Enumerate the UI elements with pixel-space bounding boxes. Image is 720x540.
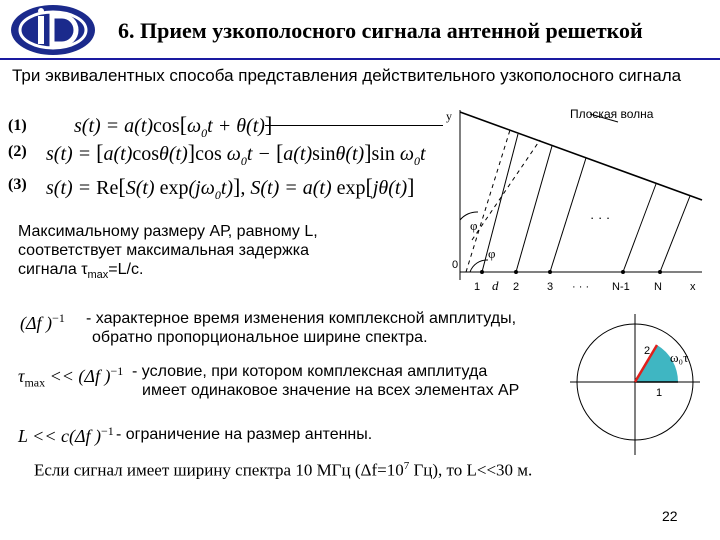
logo-icon: [8, 2, 98, 58]
eq-label-1: (1): [8, 117, 27, 134]
note-amplitude-line-2: обратно пропорциональное ширине спектра.: [92, 329, 428, 346]
phase-circle-diagram: [560, 310, 710, 460]
wavefront-normals: [466, 130, 540, 272]
wave-label: Плоская волна: [570, 107, 654, 121]
dots-label: · · ·: [590, 210, 611, 225]
logo: [8, 2, 98, 58]
tick-label-3: 3: [547, 281, 554, 293]
ar-line-3: [18, 260, 358, 285]
note-amplitude-line-1: - характерное время изменения комплексной амплитуды,: [86, 310, 517, 327]
element-n-1: [621, 270, 625, 274]
ar-line-1: Максимальному размеру АР, равному L,: [18, 223, 318, 240]
tick-label-2: 2: [513, 281, 520, 293]
d-label: d: [492, 278, 499, 293]
element-1: [480, 270, 484, 274]
ar-line-2: соответствует максимальная задержка: [18, 242, 309, 259]
page-title: 6. Прием узкополосного сигнала антенной решеткой: [118, 18, 643, 43]
phi-label-lower: φ: [488, 246, 496, 261]
vector-2-label: 2: [644, 345, 651, 357]
tick-label-dots: · · ·: [572, 281, 590, 293]
ray-2: [516, 146, 552, 272]
bottom-prefix: Если сигнал имеет ширину спектра 10 МГц (Δf=10: [34, 460, 404, 480]
bottom-exp: 7: [403, 460, 410, 472]
ar-line-3-prefix: сигнала τ: [18, 261, 88, 278]
phi-label-upper: φ: [470, 218, 478, 233]
note-limit: - ограничение на размер антенны.: [116, 426, 373, 443]
omega-tau-label: ω₀τ: [670, 350, 689, 365]
vector-1-label: 1: [656, 387, 663, 399]
angle-arc-lower: [470, 260, 488, 272]
tick-label-n-1: N-1: [612, 281, 630, 293]
note-condition-line-2: имеет одинаковое значение на всех элементах АР: [142, 382, 520, 399]
eq-label-3: (3): [8, 176, 27, 193]
ar-line-3-suffix: =L/c.: [108, 261, 144, 278]
element-2: [514, 270, 518, 274]
tick-label-n: N: [654, 281, 662, 293]
eq-label-2: (2): [8, 143, 27, 160]
bottom-sentence: [34, 460, 532, 481]
ray-n: [660, 196, 690, 272]
ray-3: [550, 158, 586, 272]
rays: [482, 134, 690, 272]
ar-paragraph: [18, 222, 358, 285]
formula-rule: [265, 125, 443, 126]
element-n: [658, 270, 662, 274]
y-axis-label: y: [446, 109, 452, 123]
wavefront-line: [460, 112, 702, 200]
plane-wave-diagram: [440, 100, 710, 300]
title-divider: [0, 58, 720, 60]
origin-label: 0: [452, 259, 459, 271]
note-condition-line-1: - условие, при котором комплексная амплитуда: [132, 363, 488, 380]
x-axis-label: x: [690, 281, 696, 293]
page-number: 22: [662, 508, 678, 524]
subtitle: Три эквивалентных способа представления действительного узкополосного сигнала: [12, 66, 682, 85]
note-amplitude: [86, 309, 516, 347]
formula-tau-condition: $\tau_{max} << (\Delta f$ )$^{-1}$: [18, 364, 124, 390]
tick-label-1: 1: [474, 281, 481, 293]
formula-2: s(t) = [a(t)cosθ(t)]cos $\omega_0t - [a(t)\sin\theta(t)]\sin$ $\omega_0t$: [46, 140, 426, 168]
element-3: [548, 270, 552, 274]
formula-size-limit: L << c(Δf )$^{-1}$: [18, 424, 114, 446]
formula-3: s(t) = Re[S(t) $\exp(j\omega_0t)$], S(t) = a(t) exp[jθ(t)]: [46, 174, 415, 202]
note-condition: [132, 362, 519, 400]
bottom-suffix: Гц), то L<<30 м.: [409, 460, 533, 480]
formula-1: $s(t) = a(t)\cos[\omega_0t + \theta(t)$: [74, 112, 265, 140]
formula-inverse-bandwidth: (Δf )$^{-1}$: [20, 311, 65, 333]
ray-n-1: [623, 184, 656, 272]
ar-line-3-sub: max: [87, 269, 109, 282]
